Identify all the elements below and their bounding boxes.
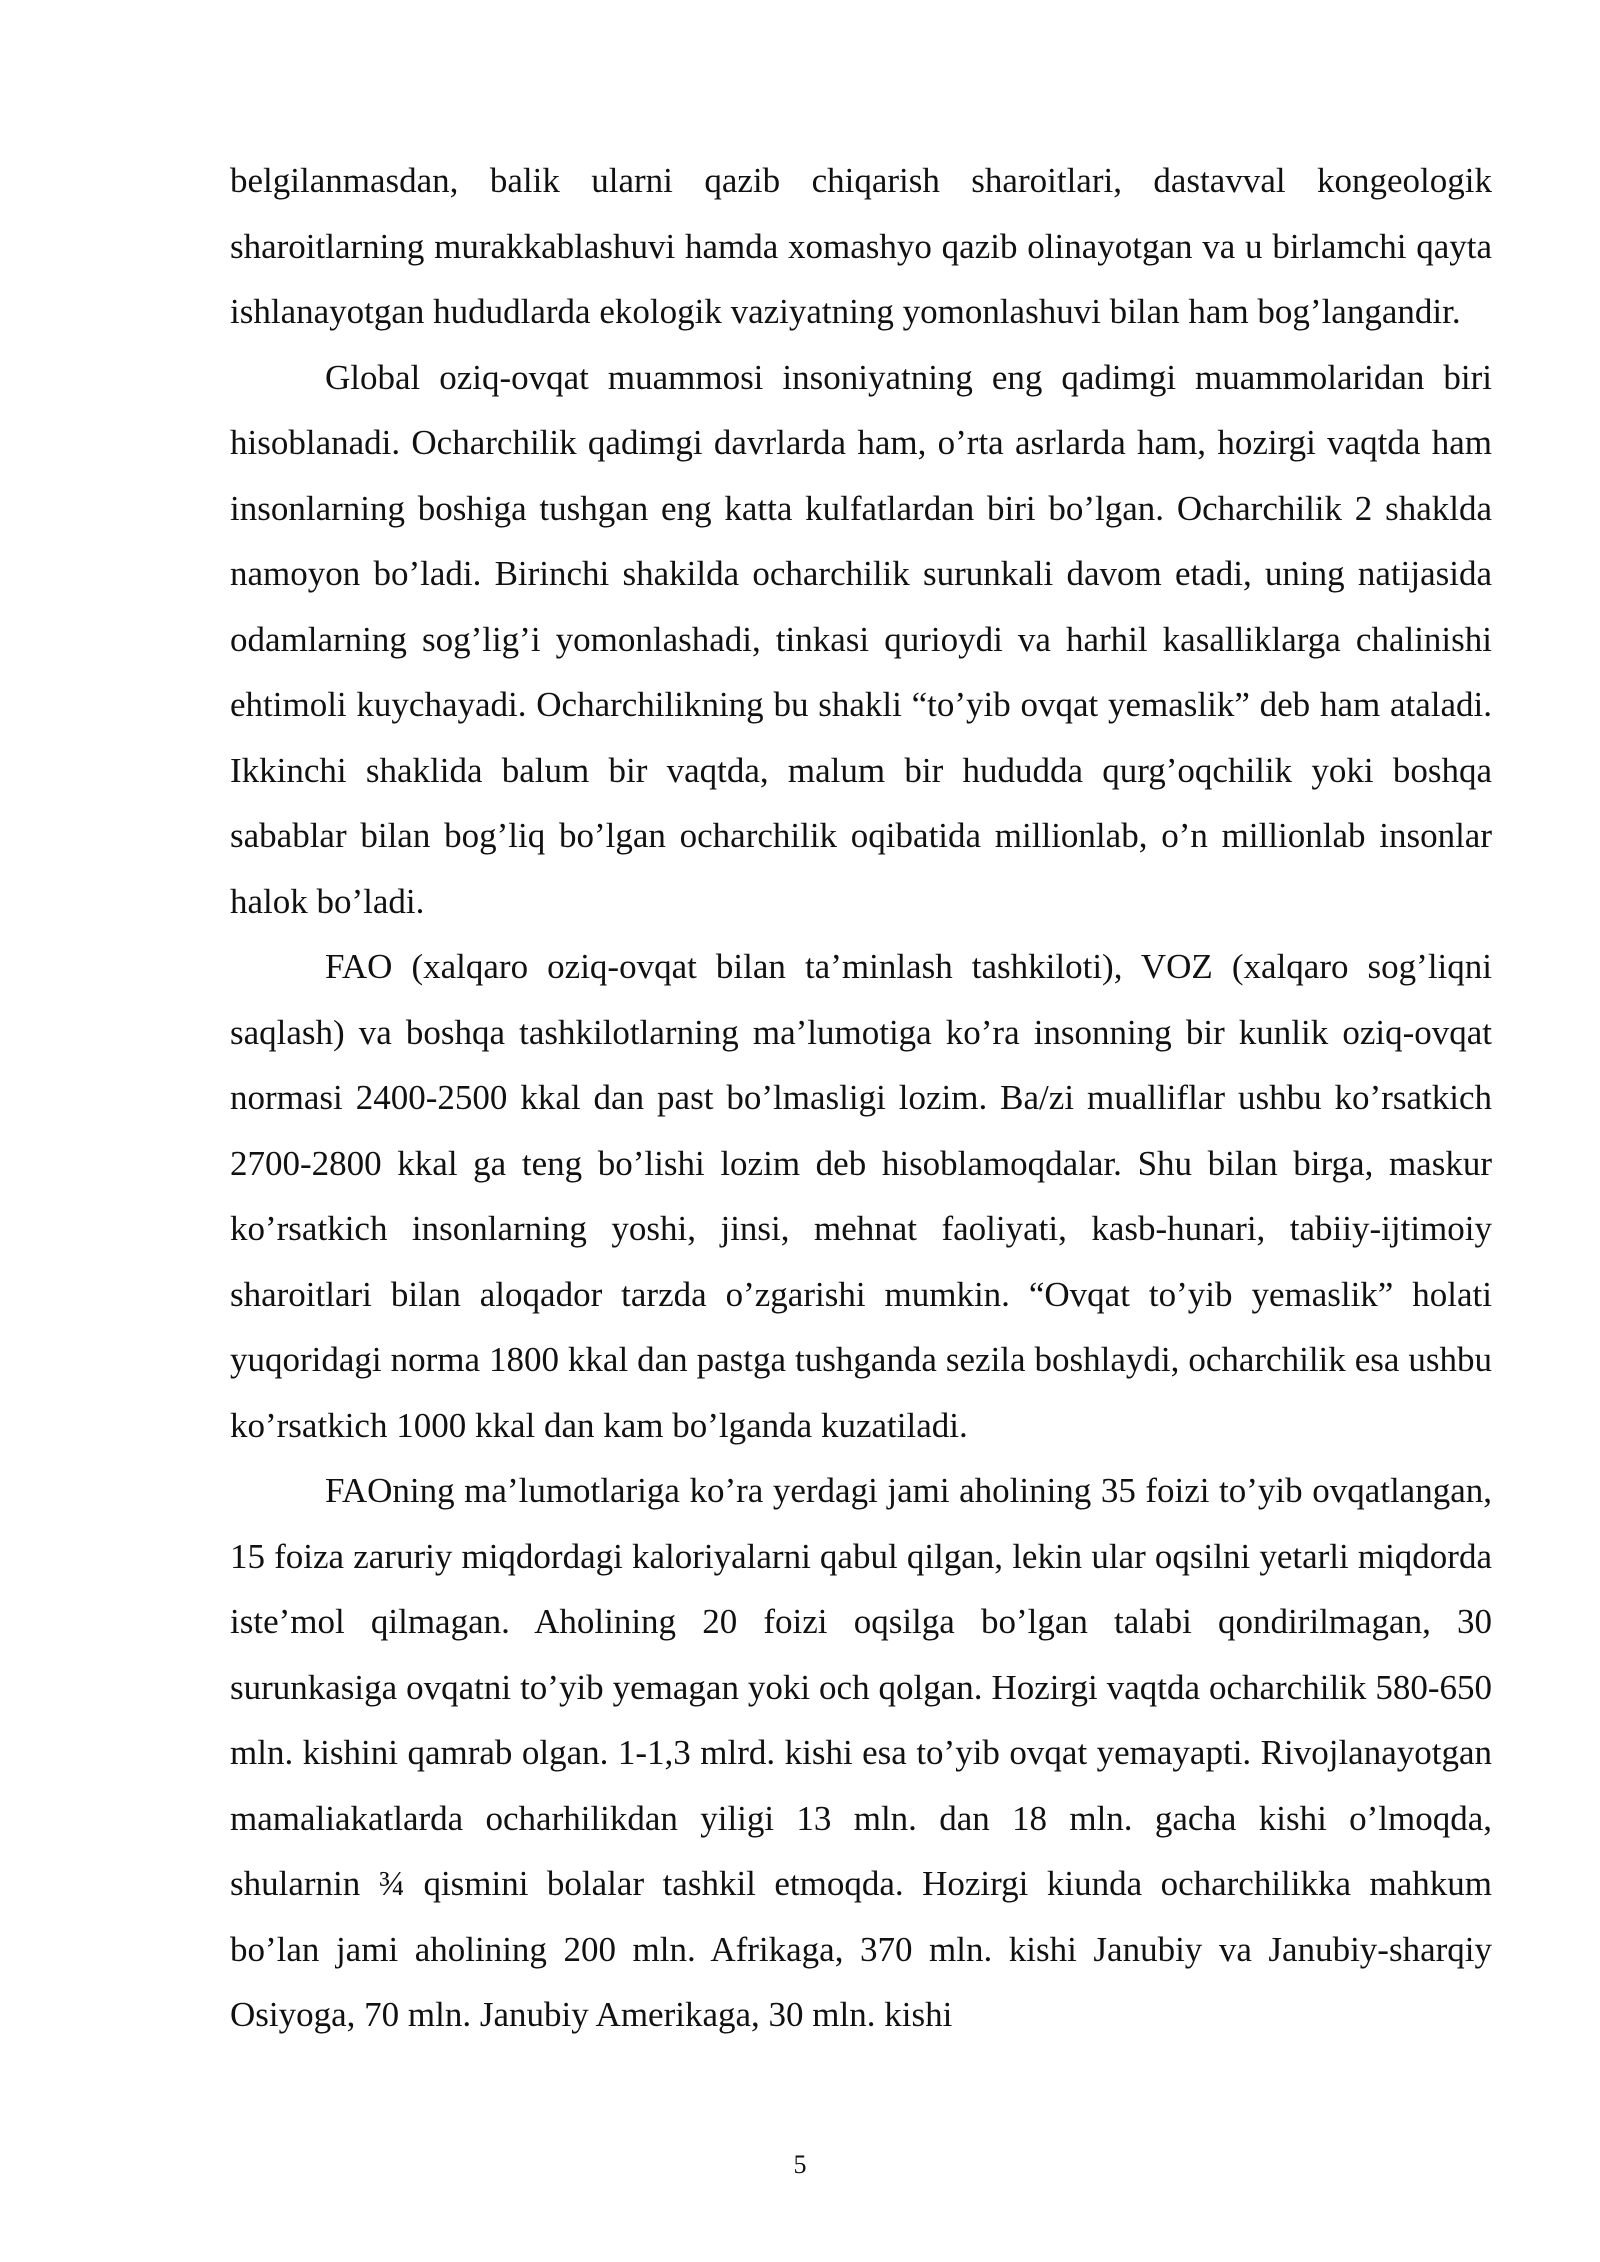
paragraph-fao-norms: FAO (xalqaro oziq-ovqat bilan ta’minlash tashkiloti), VOZ (xalqaro sog’liqni saqlash) va boshqa tashkilotlarning ma’lumotiga ko’ra insonning bir kunlik oziq-ovqat normasi 2400-2500 kkal dan past bo’lmasligi lozim. Ba/zi mualliflar ushbu ko’rsatkich 2700-2800 kkal ga teng bo’lishi lozim deb hisoblamoqdalar. Shu bilan birga, maskur ko’rsatkich insonlarning yoshi, jinsi, mehnat faoliyati, kasb-hunari, tabiiy-ijtimoiy sharoitlari bilan aloqador tarzda o’zgarishi mumkin. “Ovqat to’yib yemaslik” holati yuqoridagi norma 1800 kkal dan pastga tushganda sezila boshlaydi, ocharchilik esa ushbu ko’rsatkich 1000 kkal dan kam bo’lganda kuzatiladi. bbox=[230, 947, 1492, 1445]
body-text bbox=[230, 148, 1492, 2048]
paragraph-continuation: belgilanmasdan, balik ularni qazib chiqarish sharoitlari, dastavval kongeologik sharoitlarning murakkablashuvi hamda xomashyo qazib olinayotgan va u birlamchi qayta ishlanayotgan hududlarda ekologik vaziyatning yomonlashuvi bilan ham bog’langandir. bbox=[230, 161, 1492, 331]
paragraph-food-problem: Global oziq-ovqat muammosi insoniyatning eng qadimgi muammolaridan biri hisoblanadi. Ocharchilik qadimgi davrlarda ham, o’rta asrlarda ham, hozirgi vaqtda ham insonlarning boshiga tushgan eng katta kulfatlardan biri bo’lgan. Ocharchilik 2 shaklda namoyon bo’ladi. Birinchi shakilda ocharchilik surunkali davom etadi, uning natijasida odamlarning sog’lig’i yomonlashadi, tinkasi qurioydi va harhil kasalliklarga chalinishi ehtimoli kuychayadi. Ocharchilikning bu shakli “to’yib ovqat yemaslik” deb ham ataladi. Ikkinchi shaklida balum bir vaqtda, malum bir hududda qurg’oqchilik yoki boshqa sabablar bilan bog’liq bo’lgan ocharchilik oqibatida millionlab, o’n millionlab insonlar halok bo’ladi. bbox=[230, 357, 1492, 921]
paragraph-fao-statistics: FAOning ma’lumotlariga ko’ra yerdagi jami aholining 35 foizi to’yib ovqatlangan, 15 foiza zaruriy miqdordagi kaloriyalarni qabul qilgan, lekin ular oqsilni yetarli miqdorda iste’mol qilmagan. Aholining 20 foizi oqsilga bo’lgan talabi qondirilmagan, 30 surunkasiga ovqatni to’yib yemagan yoki och qolgan. Hozirgi vaqtda ocharchilik 580-650 mln. kishini qamrab olgan. 1-1,3 mlrd. kishi esa to’yib ovqat yemayapti. Rivojlanayotgan mamaliakatlarda ocharhilikdan yiligi 13 mln. dan 18 mln. gacha kishi o’lmoqda, shularnin ¾ qismini bolalar tashkil etmoqda. Hozirgi kiunda ocharchilikka mahkum bo’lan jami aholining 200 mln. Afrikaga, 370 mln. kishi Janubiy va Janubiy-sharqiy Osiyoga, 70 mln. Janubiy Amerikaga, 30 mln. kishi bbox=[230, 1471, 1492, 2034]
page-number: 5 bbox=[793, 2150, 807, 2179]
